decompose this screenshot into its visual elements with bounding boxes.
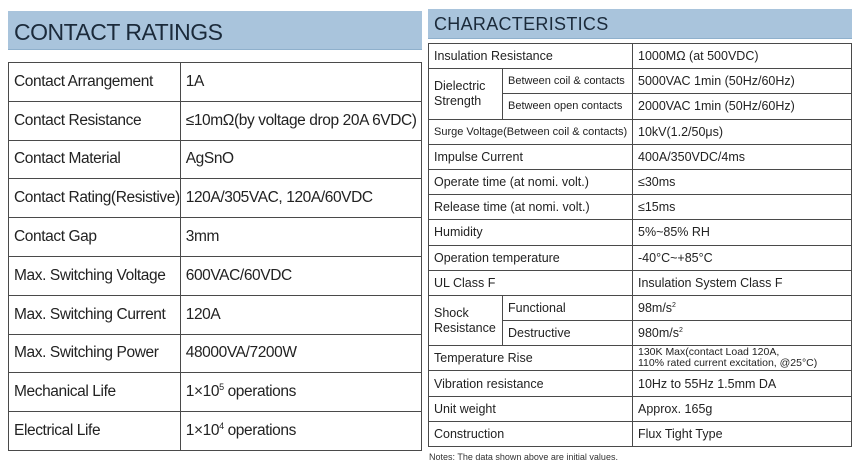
row-value: Insulation System Class F	[633, 270, 852, 295]
table-row	[429, 220, 852, 245]
row-label: UL Class F	[429, 270, 633, 295]
row-label: Contact Material	[9, 140, 181, 179]
contact-ratings-table	[8, 62, 422, 451]
contact-ratings-title: CONTACT RATINGS	[8, 11, 422, 50]
row-value: 120A/305VAC, 120A/60VDC	[180, 179, 421, 218]
row-label: Insulation Resistance	[429, 44, 633, 69]
row-value: 5%~85% RH	[633, 220, 852, 245]
row-label: Temperature Rise	[429, 346, 633, 371]
row-value	[180, 373, 421, 412]
table-row	[9, 334, 422, 373]
value-unit: operations	[223, 383, 296, 401]
footnote: Notes: The data shown above are initial values.	[429, 452, 618, 462]
table-row	[9, 179, 422, 218]
row-sublabel: Between coil & contacts	[503, 69, 633, 94]
row-value: ≤10mΩ(by voltage drop 20A 6VDC)	[180, 101, 421, 140]
row-label	[429, 69, 503, 119]
row-label: Operate time (at nomi. volt.)	[429, 169, 633, 194]
row-value	[633, 346, 852, 371]
row-value: 48000VA/7200W	[180, 334, 421, 373]
table-row	[9, 373, 422, 412]
row-sublabel: Between open contacts	[503, 94, 633, 119]
table-row	[429, 69, 852, 94]
value-base: 98m/s	[638, 300, 673, 315]
row-label: Max. Switching Voltage	[9, 256, 181, 295]
row-label: Contact Arrangement	[9, 63, 181, 102]
row-value: Approx. 165g	[633, 396, 852, 421]
row-value: 400A/350VDC/4ms	[633, 144, 852, 169]
value-base: 980m/s	[638, 326, 679, 341]
value-exponent: 4	[219, 420, 224, 431]
table-row	[429, 371, 852, 396]
value-line: 110% rated current excitation, @25°C)	[638, 357, 818, 370]
label-line: Strength	[434, 93, 482, 108]
value-exponent: 2	[672, 301, 676, 309]
row-value: 1000MΩ (at 500VDC)	[633, 44, 852, 69]
label-line: Dielectric	[434, 78, 486, 93]
row-value: -40°C~+85°C	[633, 245, 852, 270]
table-row	[9, 218, 422, 257]
row-value: ≤15ms	[633, 195, 852, 220]
row-value	[633, 295, 852, 320]
row-value	[633, 321, 852, 346]
row-label: Surge Voltage(Between coil & contacts)	[429, 119, 633, 144]
row-value: AgSnO	[180, 140, 421, 179]
row-value: 5000VAC 1min (50Hz/60Hz)	[633, 69, 852, 94]
value-base: 1×10	[185, 422, 220, 440]
table-row	[9, 140, 422, 179]
row-value: 10kV(1.2/50μs)	[633, 119, 852, 144]
row-label: Unit weight	[429, 396, 633, 421]
row-label: Contact Rating(Resistive)	[9, 179, 181, 218]
table-row	[429, 295, 852, 320]
row-label: Release time (at nomi. volt.)	[429, 195, 633, 220]
table-row	[429, 195, 852, 220]
row-sublabel: Destructive	[503, 321, 633, 346]
table-row	[429, 144, 852, 169]
table-row	[9, 101, 422, 140]
row-sublabel: Functional	[503, 295, 633, 320]
row-value: 3mm	[180, 218, 421, 257]
label-line: Resistance	[434, 320, 496, 335]
table-row	[429, 169, 852, 194]
table-row	[9, 412, 422, 451]
table-row	[9, 63, 422, 102]
row-label: Mechanical Life	[9, 373, 181, 412]
label-line: Shock	[434, 305, 469, 320]
table-row	[429, 421, 852, 446]
table-row	[429, 346, 852, 371]
table-row	[429, 270, 852, 295]
table-row	[9, 295, 422, 334]
row-label: Max. Switching Current	[9, 295, 181, 334]
table-row	[429, 396, 852, 421]
characteristics-panel	[428, 0, 852, 441]
row-label: Humidity	[429, 220, 633, 245]
row-value	[180, 412, 421, 451]
row-value: 120A	[180, 295, 421, 334]
row-value: 10Hz to 55Hz 1.5mm DA	[633, 371, 852, 396]
row-label	[429, 295, 503, 345]
value-exponent: 2	[679, 327, 683, 334]
row-label: Contact Gap	[9, 218, 181, 257]
value-line: 130K Max(contact Load 120A,	[638, 346, 780, 359]
table-row	[429, 245, 852, 270]
table-row	[9, 256, 422, 295]
row-value: 600VAC/60VDC	[180, 256, 421, 295]
row-label: Electrical Life	[9, 412, 181, 451]
characteristics-table	[428, 43, 852, 447]
value-exponent: 5	[219, 382, 224, 393]
row-value: 1A	[180, 63, 421, 102]
row-label: Contact Resistance	[9, 101, 181, 140]
row-value: Flux Tight Type	[633, 421, 852, 446]
row-value: 2000VAC 1min (50Hz/60Hz)	[633, 94, 852, 119]
row-label: Operation temperature	[429, 245, 633, 270]
row-label: Impulse Current	[429, 144, 633, 169]
table-row	[429, 119, 852, 144]
row-label: Max. Switching Power	[9, 334, 181, 373]
value-unit: operations	[223, 422, 296, 440]
table-row	[429, 44, 852, 69]
row-value: ≤30ms	[633, 169, 852, 194]
row-label: Vibration resistance	[429, 371, 633, 396]
value-base: 1×10	[185, 383, 220, 401]
row-label: Construction	[429, 421, 633, 446]
characteristics-title: CHARACTERISTICS	[428, 9, 852, 39]
